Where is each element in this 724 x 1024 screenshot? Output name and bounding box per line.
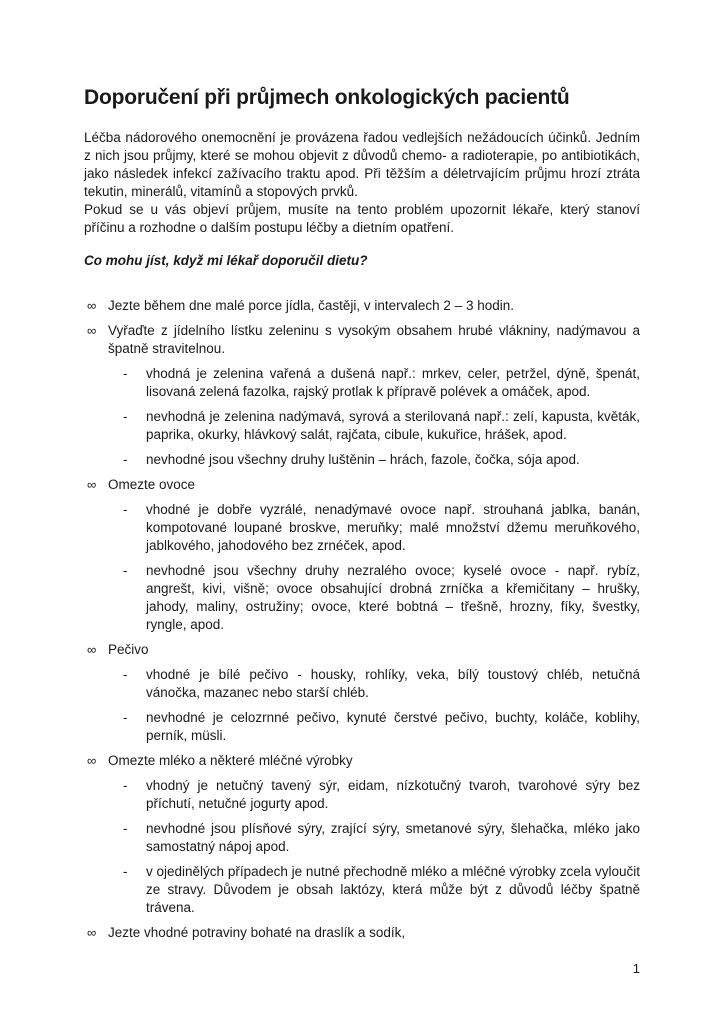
sub-list-item — [84, 562, 640, 634]
sub-list-item-text: nevhodné jsou všechny druhy nezralého ovoce; kyselé ovoce - např. rybíz, angrešt, kivi, višně; ovoce obsahující drobná zrníčka a křemičitany – hrušky, jahody, maliny, ostružiny; ovoce, které bobtná – třešně, hrozny, fíky, švestky, ryngle, apod. — [146, 563, 640, 632]
sub-list-item-text: vhodná je zelenina vařená a dušená např.: mrkev, celer, petržel, dýně, špenát, lisovaná zelená fazolka, rajský protlak k přípravě polévek a omáček, apod. — [146, 366, 640, 399]
infinity-bullet-icon: ∞ — [87, 298, 97, 313]
dash-bullet-icon: - — [123, 667, 128, 682]
dash-bullet-icon: - — [123, 452, 128, 467]
list-item-text: Omezte ovoce — [108, 477, 196, 492]
sub-list-item-text: nevhodné je celozrnné pečivo, kynuté čerstvé pečivo, buchty, koláče, koblihy, perník, müsli. — [146, 710, 640, 743]
sub-list-item — [84, 408, 640, 444]
list-item — [84, 752, 640, 770]
page-title: Doporučení při průjmech onkologických pacientů — [84, 86, 570, 109]
list-item-text: Omezte mléko a některé mléčné výrobky — [108, 753, 353, 768]
dash-bullet-icon: - — [123, 366, 128, 381]
list-item — [84, 924, 640, 942]
sub-list-item-text: nevhodná je zelenina nadýmavá, syrová a sterilovaná např.: zelí, kapusta, květák, paprika, okurky, hlávkový salát, rajčata, cibule, kukuřice, hrášek, apod. — [146, 409, 640, 442]
intro-paragraph-1: Léčba nádorového onemocnění je provázena řadou vedlejších nežádoucích účinků. Jedním z nich jsou průjmy, které se mohou objevit z důvodů chemo- a radioterapie, po antibiotikách, jako následek infekcí zažívacího traktu apod. Při těžším a déletrvajícím průjmu hrozí ztráta tekutin, minerálů, vitamínů a stopových prvků. — [84, 130, 640, 199]
diet-question-heading: Co mohu jíst, když mi lékař doporučil dietu? — [84, 253, 368, 268]
list-item — [84, 641, 640, 659]
sub-list-item-text: vhodný je netučný tavený sýr, eidam, nízkotučný tvaroh, tvarohové sýry bez příchutí, netučné jogurty apod. — [146, 778, 640, 811]
infinity-bullet-icon: ∞ — [87, 925, 97, 940]
list-item — [84, 297, 640, 315]
list-item — [84, 476, 640, 494]
page-number: 1 — [632, 961, 640, 976]
sub-list-item-text: v ojedinělých případech je nutné přechodně mléko a mléčné výrobky zcela vyloučit ze stravy. Důvodem je obsah laktózy, která může být z důvodů léčby špatně trávena. — [146, 864, 640, 915]
sub-list-item-text: vhodné je bílé pečivo - housky, rohlíky, veka, bílý toustový chléb, netučná vánočka, mazanec nebo starší chléb. — [146, 667, 640, 700]
infinity-bullet-icon: ∞ — [87, 642, 97, 657]
dash-bullet-icon: - — [123, 864, 128, 879]
intro-paragraph-2: Pokud se u vás objeví průjem, musíte na tento problém upozornit lékaře, který stanoví příčinu a rozhodne o dalším postupu léčby a dietním opatření. — [84, 202, 640, 235]
dash-bullet-icon: - — [123, 502, 128, 517]
sub-list-item-text: vhodné je dobře vyzrálé, nenadýmavé ovoce např. strouhaná jablka, banán, kompotované loupané broskve, meruňky; malé množství džemu meruňkového, jablkového, jahodového bez zrnéček, apod. — [146, 502, 640, 553]
list-item — [84, 322, 640, 358]
list-item-text: Vyřaďte z jídelního lístku zeleninu s vysokým obsahem hrubé vlákniny, nadýmavou a špatně stravitelnou. — [108, 323, 640, 356]
list-item-text: Jezte během dne malé porce jídla, častěji, v intervalech 2 – 3 hodin. — [108, 298, 514, 313]
list-item-text: Jezte vhodné potraviny bohaté na draslík a sodík, — [108, 925, 406, 940]
dash-bullet-icon: - — [123, 563, 128, 578]
dash-bullet-icon: - — [123, 821, 128, 836]
sub-list-item — [84, 820, 640, 856]
sub-list-item — [84, 451, 640, 469]
sub-list-item — [84, 709, 640, 745]
sub-list-item — [84, 666, 640, 702]
recommendations-list — [84, 297, 640, 942]
sub-list-item — [84, 501, 640, 555]
sub-list-item-text: nevhodné jsou plísňové sýry, zrající sýry, smetanové sýry, šlehačka, mléko jako samostatný nápoj apod. — [146, 821, 640, 854]
list-item-text: Pečivo — [108, 642, 149, 657]
sub-list-item-text: nevhodné jsou všechny druhy luštěnin – hrách, fazole, čočka, sója apod. — [146, 452, 580, 467]
infinity-bullet-icon: ∞ — [87, 477, 97, 492]
sub-list-item — [84, 365, 640, 401]
sub-list-item — [84, 777, 640, 813]
infinity-bullet-icon: ∞ — [87, 323, 97, 338]
sub-list-item — [84, 863, 640, 917]
dash-bullet-icon: - — [123, 710, 128, 725]
dash-bullet-icon: - — [123, 409, 128, 424]
dash-bullet-icon: - — [123, 778, 128, 793]
infinity-bullet-icon: ∞ — [87, 753, 97, 768]
